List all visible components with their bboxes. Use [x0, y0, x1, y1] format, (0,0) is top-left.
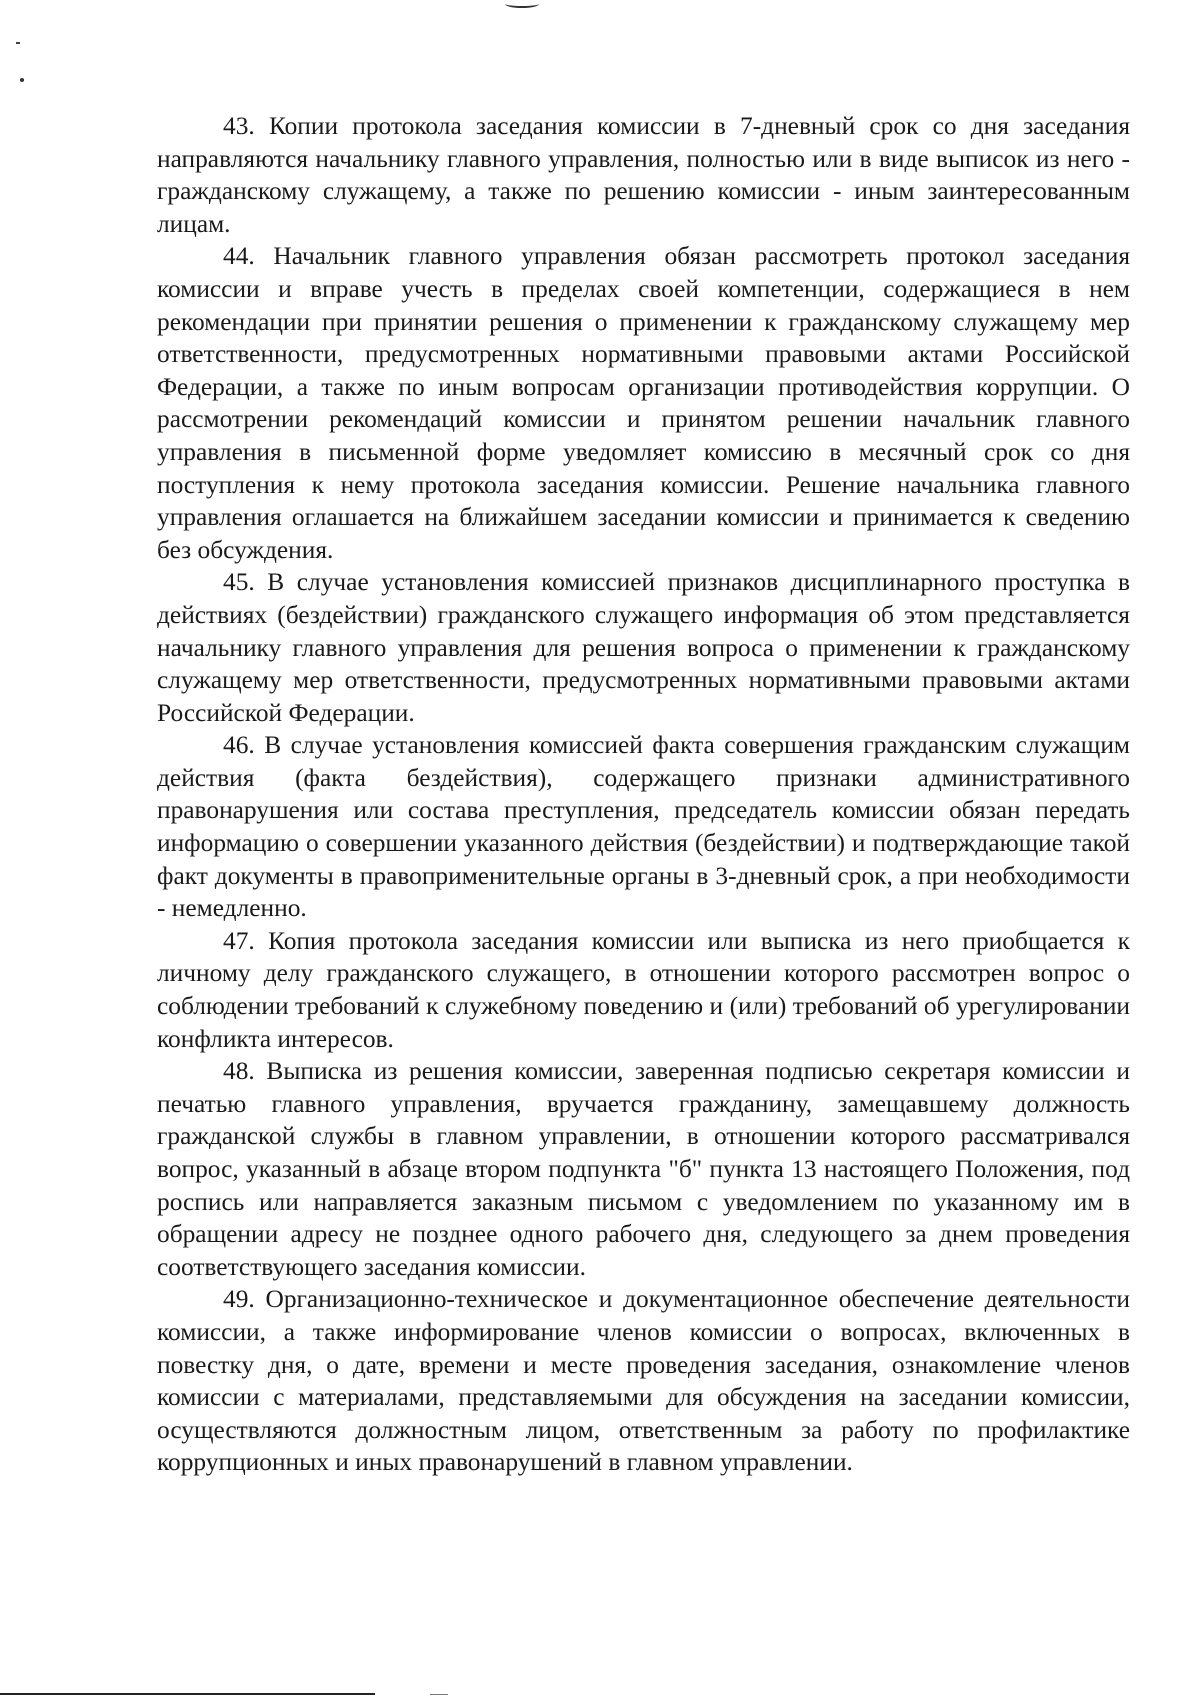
paragraph-43: 43. Копии протокола заседания комиссии в 7-дневный срок со дня заседания направляются начальнику главного управления, полностью или в виде выписок из него - гражданскому служащему, а также по решению комиссии - иным заинтересованным лицам.	[157, 112, 1130, 238]
paragraph-46: 46. В случае установления комиссией факта совершения гражданским служащим действия (факта бездействия), содержащего признаки административного правонарушения или состава преступления, председатель комиссии обязан передать информацию о совершении указанного действия (бездействии) и подтверждающие такой факт документы в правоприменительные органы в 3-дневный срок, а при необходимости - немедленно.	[157, 731, 1130, 923]
paragraph-48: 48. Выписка из решения комиссии, заверенная подписью секретаря комиссии и печатью главного управления, вручается гражданину, замещавшему должность гражданской службы в главном управлении, в отношении которого рассматривался вопрос, указанный в абзаце втором подпункта "б" пункта 13 настоящего Положения, под роспись или направляется заказным письмом с уведомлением по указанному им в обращении адресу не позднее одного рабочего дня, следующего за днем проведения соответствующего заседания комиссии.	[157, 1057, 1130, 1281]
paragraph-45: 45. В случае установления комиссией признаков дисциплинарного проступка в действиях (бездействии) гражданского служащего информация об этом представляется начальнику главного управления для решения вопроса о применении к гражданскому служащему мер ответственности, предусмотренных нормативными правовыми актами Российской Федерации.	[157, 568, 1130, 727]
scan-artifact-dash	[430, 1694, 448, 1695]
paragraph-44: 44. Начальник главного управления обязан рассмотреть протокол заседания комиссии и вправе учесть в пределах своей компетенции, содержащиеся в нем рекомендации при принятии решения о применении к гражданскому служащему мер ответственности, предусмотренных нормативными правовыми актами Российской Федерации, а также по иным вопросам организации противодействия коррупции. О рассмотрении рекомендаций комиссии и принятом решении начальник главного управления в письменной форме уведомляет комиссию в месячный срок со дня поступления к нему протокола заседания комиссии. Решение начальника главного управления оглашается на ближайшем заседании комиссии и принимается к сведению без обсуждения.	[157, 242, 1130, 564]
footnote-separator-line	[0, 1693, 375, 1695]
scan-artifact-dot	[20, 78, 24, 82]
paragraph-47: 47. Копия протокола заседания комиссии или выписка из него приобщается к личному делу гражданского служащего, в отношении которого рассмотрен вопрос о соблюдении требований к служебному поведению и (или) требований об урегулировании конфликта интересов.	[157, 926, 1130, 1053]
document-body	[157, 110, 1130, 1479]
scan-artifact-top	[505, 0, 539, 8]
scan-artifact-dot	[16, 42, 20, 44]
paragraph-49: 49. Организационно-техническое и документационное обеспечение деятельности комиссии, а также информирование членов комиссии о вопросах, включенных в повестку дня, о дате, времени и месте проведения заседания, ознакомление членов комиссии с материалами, представляемыми для обсуждения на заседании комиссии, осуществляются должностным лицом, ответственным за работу по профилактике коррупционных и иных правонарушений в главном управлении.	[157, 1285, 1130, 1477]
